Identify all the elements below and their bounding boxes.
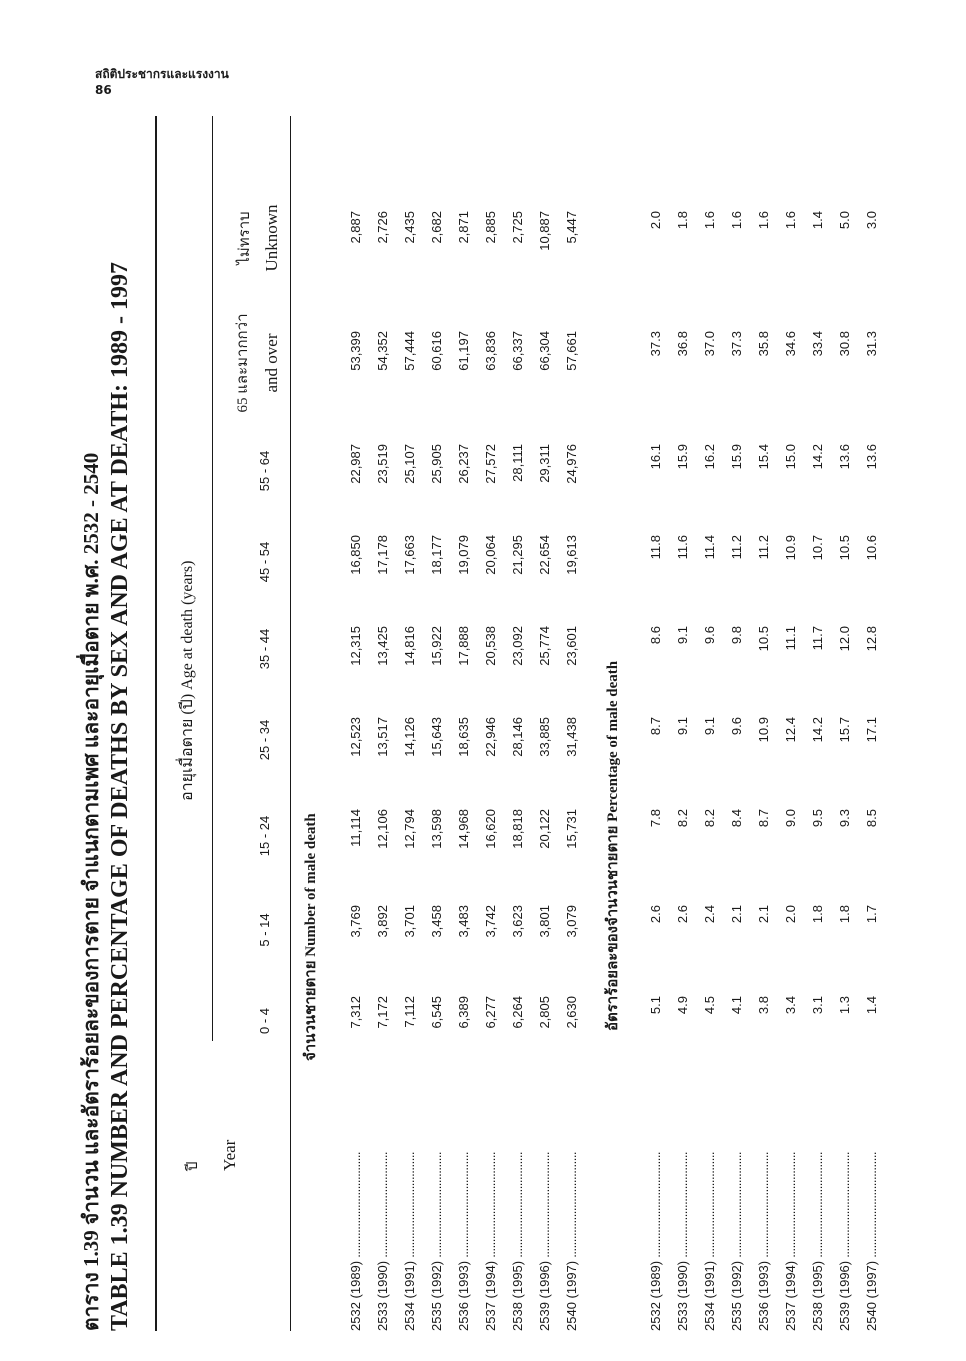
table-cell: 6,264 <box>510 996 525 1029</box>
table-cell: 60,616 <box>429 331 444 371</box>
table-cell: 7,112 <box>402 996 417 1028</box>
table-cell: 8.7 <box>648 717 663 736</box>
table-title-thai: ตาราง 1.39 จำนวน และอัตราร้อยละของการตาย จำแนกตามเพศ และอายุเมื่อตาย พ.ศ. 2532 - 2540 <box>79 452 103 1331</box>
dot-leader: .................................. <box>402 1151 417 1261</box>
table-cell: 1.8 <box>675 211 690 230</box>
table-cell: 2.0 <box>648 211 663 230</box>
table-cell: 9.1 <box>702 717 717 736</box>
row-year <box>756 1152 771 1331</box>
row-year <box>429 1152 444 1331</box>
table-cell: 7.8 <box>648 809 663 828</box>
table-cell: 10.9 <box>756 717 771 743</box>
table-cell: 9.5 <box>810 809 825 828</box>
table-cell: 10.5 <box>837 535 852 561</box>
table-cell: 12,794 <box>402 809 417 849</box>
table-cell: 3.0 <box>864 211 879 230</box>
row-year-label: 2532 (1989) <box>348 1260 363 1331</box>
table-cell: 8.5 <box>864 809 879 828</box>
table-cell: 6,277 <box>483 996 498 1029</box>
page-number: 86 <box>95 83 112 97</box>
table-cell: 22,987 <box>348 444 363 484</box>
row-year-label: 2539 (1996) <box>837 1260 852 1331</box>
table-cell: 5,447 <box>564 211 579 244</box>
table-cell: 1.8 <box>837 905 852 924</box>
table-cell: 1.8 <box>810 905 825 924</box>
table-cell: 37.3 <box>729 331 744 357</box>
table-cell: 14.2 <box>810 444 825 470</box>
table-cell: 25,774 <box>537 626 552 666</box>
column-subheader-8: Unknown <box>262 204 281 272</box>
table-cell: 10.5 <box>756 626 771 652</box>
table-cell: 16.1 <box>648 444 663 470</box>
table-cell: 37.0 <box>702 331 717 357</box>
table-cell: 31.3 <box>864 331 879 357</box>
row-year <box>675 1152 690 1331</box>
table-cell: 23,601 <box>564 626 579 666</box>
table-title-english: TABLE 1.39 NUMBER AND PERCENTAGE OF DEATHS BY SEX AND AGE AT DEATH: 1989 - 1997 <box>107 261 133 1331</box>
table-cell: 22,946 <box>483 717 498 757</box>
table-cell: 28,146 <box>510 717 525 757</box>
table-cell: 15.9 <box>675 444 690 470</box>
row-year-label: 2534 (1991) <box>702 1260 717 1331</box>
table-cell: 31,438 <box>564 717 579 757</box>
dot-leader: .................................. <box>810 1151 825 1261</box>
table-cell: 8.7 <box>756 809 771 828</box>
table-cell: 15,731 <box>564 809 579 849</box>
row-year-label: 2540 (1997) <box>864 1260 879 1331</box>
column-header-2: 15 - 24 <box>257 815 272 857</box>
column-header-4: 35 - 44 <box>257 628 272 670</box>
table-cell: 4.5 <box>702 996 717 1015</box>
table-cell: 2.1 <box>756 905 771 924</box>
table-cell: 18,177 <box>429 535 444 575</box>
table-cell: 17.1 <box>864 717 879 743</box>
table-cell: 17,178 <box>375 535 390 575</box>
row-year-label: 2538 (1995) <box>510 1260 525 1331</box>
table-cell: 12,106 <box>375 809 390 849</box>
table-cell: 1.3 <box>837 996 852 1015</box>
table-cell: 2,887 <box>348 211 363 244</box>
dot-leader: .................................. <box>537 1151 552 1261</box>
table-cell: 8.6 <box>648 626 663 645</box>
table-cell: 3.4 <box>783 996 798 1015</box>
table-cell: 1.6 <box>756 211 771 230</box>
dot-leader: .................................. <box>729 1151 744 1261</box>
row-year-label: 2536 (1993) <box>756 1260 771 1331</box>
age-group-rule <box>212 116 213 1041</box>
table-cell: 12,315 <box>348 626 363 666</box>
table-cell: 2,805 <box>537 996 552 1029</box>
column-header-8: ไม่ทราบ <box>237 211 253 265</box>
table-cell: 2.4 <box>702 905 717 924</box>
table-cell: 3.1 <box>810 996 825 1015</box>
table-cell: 11.6 <box>675 535 690 560</box>
row-year-label: 2532 (1989) <box>648 1260 663 1331</box>
table-cell: 27,572 <box>483 444 498 484</box>
table-cell: 30.8 <box>837 331 852 357</box>
table-cell: 13.6 <box>837 444 852 470</box>
dot-leader: .................................. <box>456 1151 471 1261</box>
table-cell: 15,643 <box>429 717 444 757</box>
table-cell: 35.8 <box>756 331 771 357</box>
table-cell: 10.6 <box>864 535 879 561</box>
table-cell: 54,352 <box>375 331 390 371</box>
row-year-label: 2533 (1990) <box>675 1260 690 1331</box>
table-cell: 1.7 <box>864 905 879 924</box>
table-cell: 66,304 <box>537 331 552 371</box>
table-cell: 57,661 <box>564 331 579 371</box>
table-cell: 26,237 <box>456 444 471 484</box>
row-year-label: 2535 (1992) <box>429 1260 444 1331</box>
section-label-0: จำนวนชายตาย Number of male death <box>303 813 319 1061</box>
table-cell: 12,523 <box>348 717 363 757</box>
table-cell: 13,517 <box>375 717 390 757</box>
table-cell: 11.7 <box>810 626 825 651</box>
table-cell: 1.6 <box>729 211 744 230</box>
table-cell: 21,295 <box>510 535 525 575</box>
table-cell: 18,818 <box>510 809 525 849</box>
table-cell: 20,122 <box>537 809 552 849</box>
dot-leader: .................................. <box>837 1151 852 1261</box>
table-cell: 1.6 <box>702 211 717 230</box>
header-bottom-rule <box>290 116 291 1331</box>
row-year-label: 2537 (1994) <box>783 1260 798 1331</box>
table-cell: 14,816 <box>402 626 417 666</box>
column-header-3: 25 - 34 <box>257 719 272 761</box>
table-cell: 36.8 <box>675 331 690 357</box>
table-cell: 12.8 <box>864 626 879 652</box>
dot-leader: .................................. <box>864 1151 879 1261</box>
table-cell: 3,801 <box>537 905 552 938</box>
row-year-label: 2533 (1990) <box>375 1260 390 1331</box>
age-group-header: อายุเมื่อตาย (ปี) Age at death (years) <box>179 560 196 801</box>
table-cell: 15.0 <box>783 444 798 470</box>
table-cell: 7,312 <box>348 996 363 1029</box>
table-cell: 8.2 <box>702 809 717 828</box>
row-year <box>402 1152 417 1331</box>
table-cell: 63,836 <box>483 331 498 371</box>
table-cell: 24,976 <box>564 444 579 484</box>
table-cell: 19,613 <box>564 535 579 575</box>
table-cell: 2,630 <box>564 996 579 1029</box>
table-cell: 2.0 <box>783 905 798 924</box>
dot-leader: .................................. <box>756 1151 771 1261</box>
column-header-7: 65 และมากกว่า <box>235 313 251 413</box>
row-year <box>537 1152 552 1331</box>
dot-leader: .................................. <box>702 1151 717 1261</box>
row-year <box>837 1152 852 1331</box>
table-cell: 11.4 <box>702 535 717 560</box>
table-cell: 23,092 <box>510 626 525 666</box>
table-cell: 2.1 <box>729 905 744 924</box>
table-cell: 5.1 <box>648 996 663 1015</box>
table-cell: 14.2 <box>810 717 825 743</box>
row-year <box>456 1152 471 1331</box>
dot-leader: .................................. <box>564 1151 579 1261</box>
table-cell: 15.9 <box>729 444 744 470</box>
table-cell: 15.4 <box>756 444 771 470</box>
table-cell: 2.6 <box>648 905 663 924</box>
table-cell: 33.4 <box>810 331 825 357</box>
table-cell: 28,111 <box>510 444 525 482</box>
table-cell: 34.6 <box>783 331 798 357</box>
row-year-label: 2535 (1992) <box>729 1260 744 1331</box>
table-cell: 4.1 <box>729 996 744 1015</box>
table-cell: 25,905 <box>429 444 444 484</box>
table-cell: 9.6 <box>729 717 744 736</box>
table-cell: 33,885 <box>537 717 552 757</box>
table-cell: 15.7 <box>837 717 852 743</box>
table-cell: 13,598 <box>429 809 444 849</box>
table-cell: 15,922 <box>429 626 444 666</box>
table-cell: 3,079 <box>564 905 579 938</box>
table-cell: 18,635 <box>456 717 471 757</box>
column-header-1: 5 - 14 <box>257 913 272 947</box>
row-year-label: 2540 (1997) <box>564 1260 579 1331</box>
table-cell: 13.6 <box>864 444 879 470</box>
table-cell: 17,663 <box>402 535 417 575</box>
table-cell: 9.6 <box>702 626 717 645</box>
row-year <box>729 1152 744 1331</box>
dot-leader: .................................. <box>783 1151 798 1261</box>
table-cell: 8.2 <box>675 809 690 828</box>
table-cell: 3,483 <box>456 905 471 938</box>
row-year-label: 2539 (1996) <box>537 1260 552 1331</box>
table-cell: 66,337 <box>510 331 525 371</box>
running-head-book: สถิติประชากรและแรงงาน <box>95 67 229 81</box>
table-cell: 9.0 <box>783 809 798 828</box>
table-cell: 17,888 <box>456 626 471 666</box>
table-cell: 61,197 <box>456 331 471 371</box>
table-cell: 11.1 <box>783 626 798 651</box>
row-year <box>810 1152 825 1331</box>
row-year-label: 2534 (1991) <box>402 1260 417 1331</box>
row-year <box>783 1152 798 1331</box>
dot-leader: .................................. <box>648 1151 663 1261</box>
table-cell: 29,311 <box>537 444 552 483</box>
top-rule <box>155 116 157 1331</box>
table-cell: 10.9 <box>783 535 798 561</box>
table-cell: 20,538 <box>483 626 498 666</box>
row-year-label: 2537 (1994) <box>483 1260 498 1331</box>
table-cell: 9.3 <box>837 809 852 828</box>
table-cell: 11,114 <box>348 809 363 847</box>
year-header-thai: ปี <box>185 1161 201 1171</box>
table-cell: 2,885 <box>483 211 498 244</box>
table-cell: 11.8 <box>648 535 663 560</box>
row-year <box>648 1152 663 1331</box>
column-header-0: 0 - 4 <box>257 1008 272 1035</box>
row-year <box>348 1152 363 1331</box>
table-cell: 3,769 <box>348 905 363 938</box>
table-cell: 25,107 <box>402 444 417 484</box>
table-cell: 10.7 <box>810 535 825 561</box>
table-cell: 23,519 <box>375 444 390 484</box>
table-cell: 16.2 <box>702 444 717 470</box>
row-year <box>864 1152 879 1331</box>
table-cell: 1.4 <box>864 996 879 1015</box>
table-cell: 3,623 <box>510 905 525 938</box>
table-cell: 11.2 <box>756 535 771 560</box>
row-year-label: 2536 (1993) <box>456 1260 471 1331</box>
row-year <box>510 1152 525 1331</box>
year-header-english: Year <box>220 1139 239 1171</box>
table-cell: 5.0 <box>837 211 852 230</box>
table-cell: 9.1 <box>675 626 690 645</box>
table-cell: 16,620 <box>483 809 498 849</box>
dot-leader: .................................. <box>429 1151 444 1261</box>
row-year-label: 2538 (1995) <box>810 1260 825 1331</box>
table-cell: 14,968 <box>456 809 471 849</box>
table-cell: 1.4 <box>810 211 825 230</box>
table-cell: 9.8 <box>729 626 744 645</box>
column-header-6: 55 - 64 <box>257 450 272 492</box>
table-cell: 3,892 <box>375 905 390 938</box>
table-cell: 6,545 <box>429 996 444 1029</box>
row-year <box>483 1152 498 1331</box>
table-cell: 11.2 <box>729 535 744 560</box>
table-cell: 4.9 <box>675 996 690 1015</box>
section-label-1: อัตราร้อยละของจำนวนชายตาย Percentage of male death <box>605 660 621 1031</box>
table-cell: 2,726 <box>375 211 390 244</box>
table-cell: 22,654 <box>537 535 552 575</box>
table-cell: 9.1 <box>675 717 690 736</box>
table-cell: 2,435 <box>402 211 417 244</box>
table-cell: 2,725 <box>510 211 525 244</box>
table-cell: 10,887 <box>537 211 552 251</box>
table-cell: 2,682 <box>429 211 444 244</box>
table-cell: 13,425 <box>375 626 390 666</box>
table-cell: 37.3 <box>648 331 663 357</box>
row-year <box>375 1152 390 1331</box>
table-cell: 2.6 <box>675 905 690 924</box>
table-cell: 12.0 <box>837 626 852 652</box>
row-year <box>564 1152 579 1331</box>
table-cell: 16,850 <box>348 535 363 575</box>
dot-leader: .................................. <box>510 1151 525 1261</box>
table-cell: 3,742 <box>483 905 498 938</box>
row-year <box>702 1152 717 1331</box>
table-cell: 19,079 <box>456 535 471 575</box>
table-cell: 6,389 <box>456 996 471 1029</box>
column-subheader-7: and over <box>262 333 281 393</box>
table-cell: 8.4 <box>729 809 744 828</box>
table-cell: 7,172 <box>375 996 390 1029</box>
table-cell: 12.4 <box>783 717 798 743</box>
table-cell: 14,126 <box>402 717 417 757</box>
column-header-5: 45 - 54 <box>257 541 272 583</box>
table-cell: 3,458 <box>429 905 444 938</box>
table-cell: 3,701 <box>402 905 417 938</box>
table-cell: 1.6 <box>783 211 798 230</box>
dot-leader: .................................. <box>483 1151 498 1261</box>
table-cell: 2,871 <box>456 211 471 244</box>
table-cell: 3.8 <box>756 996 771 1015</box>
dot-leader: .................................. <box>375 1151 390 1261</box>
table-cell: 20,064 <box>483 535 498 575</box>
table-cell: 57,444 <box>402 331 417 371</box>
dot-leader: .................................. <box>675 1151 690 1261</box>
table-cell: 53,399 <box>348 331 363 371</box>
dot-leader: .................................. <box>348 1151 363 1261</box>
